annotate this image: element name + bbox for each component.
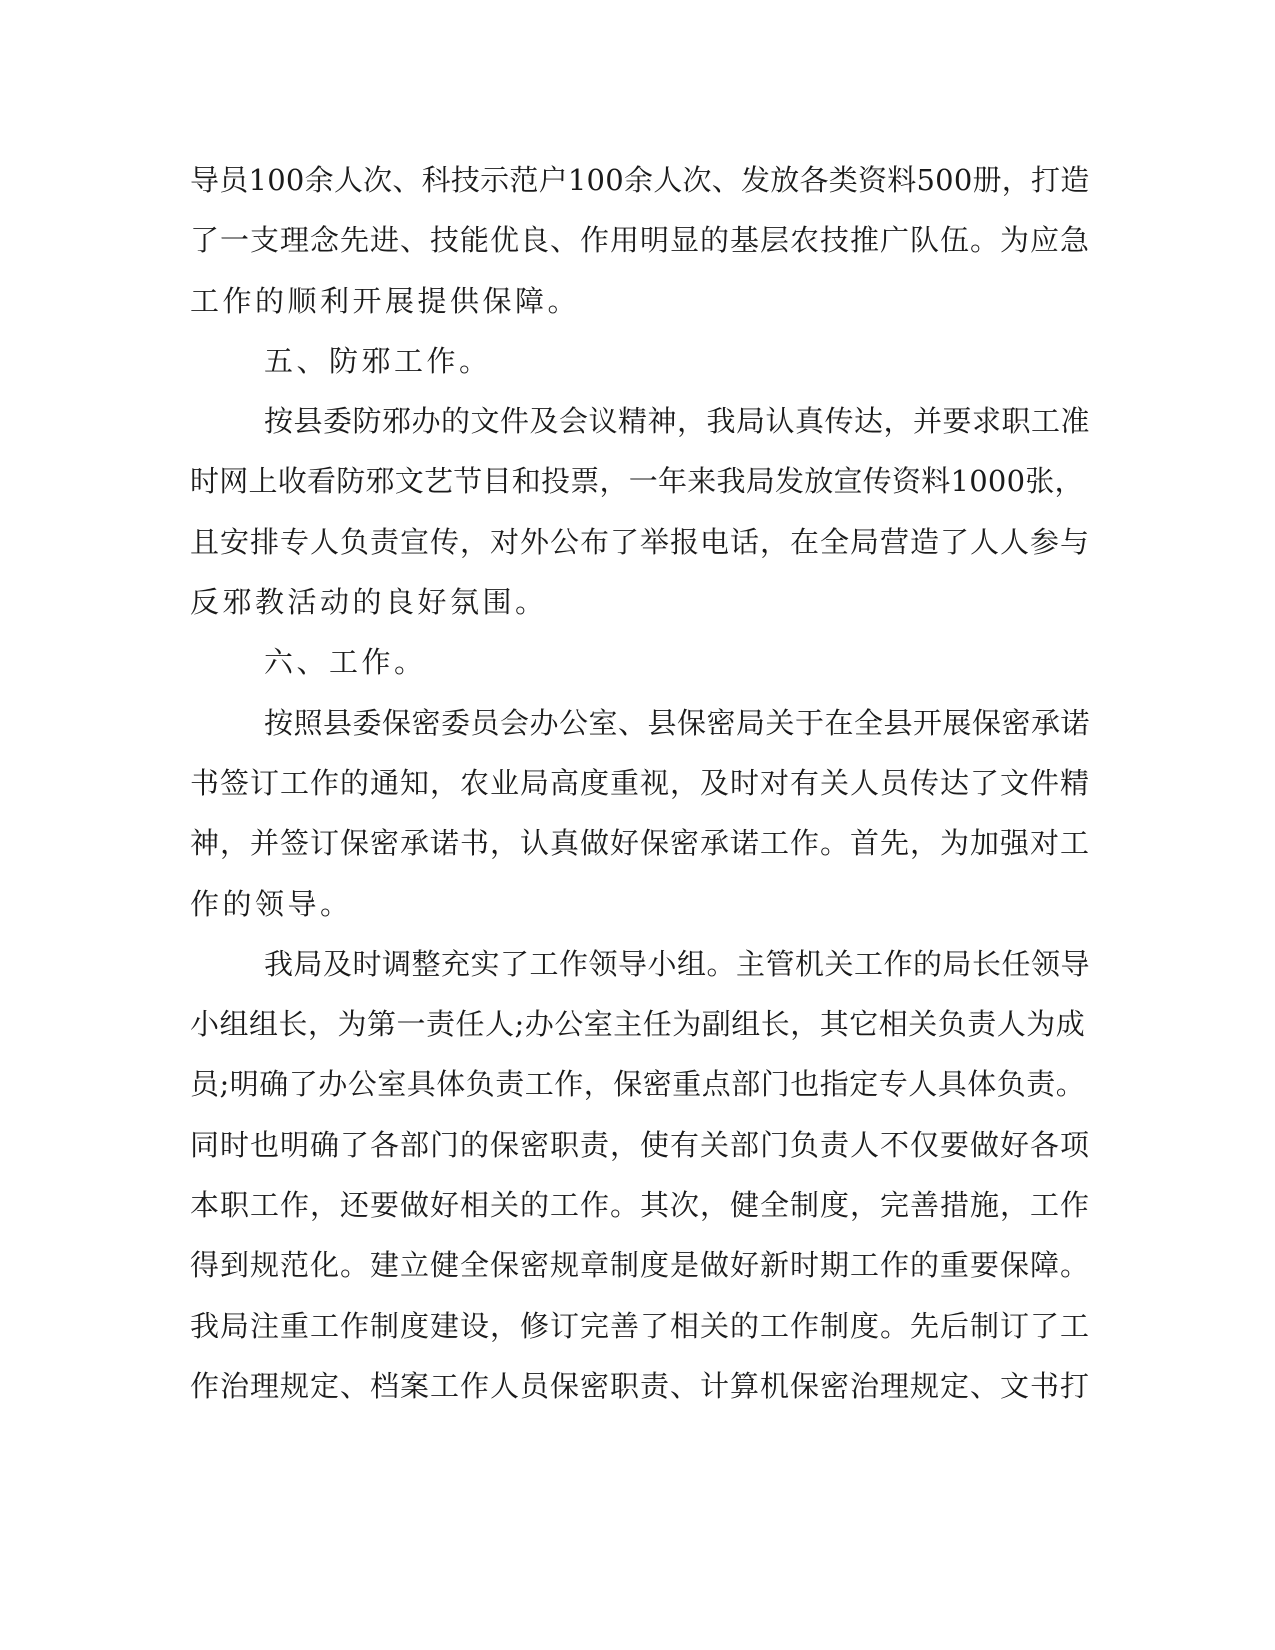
text-line: 了一支理念先进、技能优良、作用明显的基层农技推广队伍。为应急 (190, 223, 1091, 258)
text-line: 按县委防邪办的文件及会议精神，我局认真传达，并要求职工准 (264, 404, 1091, 439)
text-line: 书签订工作的通知，农业局高度重视，及时对有关人员传达了文件精 (190, 765, 1091, 800)
section-heading: 五、防邪工作。 (264, 343, 492, 378)
text-line: 反邪教活动的良好氛围。 (190, 585, 548, 620)
text-line: 本职工作，还要做好相关的工作。其次，健全制度，完善措施，工作 (190, 1188, 1091, 1223)
section-heading: 六、工作。 (264, 645, 427, 680)
text-line: 神，并签订保密承诺书，认真做好保密承诺工作。首先，为加强对工 (190, 826, 1091, 861)
text-line: 作治理规定、档案工作人员保密职责、计算机保密治理规定、文书打 (190, 1368, 1091, 1403)
document-body (190, 150, 1091, 1416)
text-line: 得到规范化。建立健全保密规章制度是做好新时期工作的重要保障。 (190, 1248, 1091, 1283)
text-line: 导员100余人次、科技示范户100余人次、发放各类资料500册，打造 (190, 163, 1090, 197)
text-line: 按照县委保密委员会办公室、县保密局关于在全县开展保密承诺 (264, 705, 1091, 740)
text-line: 同时也明确了各部门的保密职责，使有关部门负责人不仅要做好各项 (190, 1127, 1091, 1162)
text-line: 工作的顺利开展提供保障。 (190, 283, 581, 318)
text-line: 且安排专人负责宣传，对外公布了举报电话，在全局营造了人人参与 (190, 524, 1091, 559)
text-line: 我局注重工作制度建设，修订完善了相关的工作制度。先后制订了工 (190, 1308, 1091, 1343)
text-line: 员;明确了办公室具体负责工作，保密重点部门也指定专人具体负责。 (190, 1067, 1086, 1102)
text-line: 小组组长，为第一责任人;办公室主任为副组长，其它相关负责人为成 (190, 1007, 1086, 1042)
text-line: 我局及时调整充实了工作领导小组。主管机关工作的局长任领导 (264, 946, 1091, 981)
text-line: 时网上收看防邪文艺节目和投票，一年来我局发放宣传资料1000张， (190, 464, 1084, 499)
text-line: 作的领导。 (190, 886, 353, 921)
